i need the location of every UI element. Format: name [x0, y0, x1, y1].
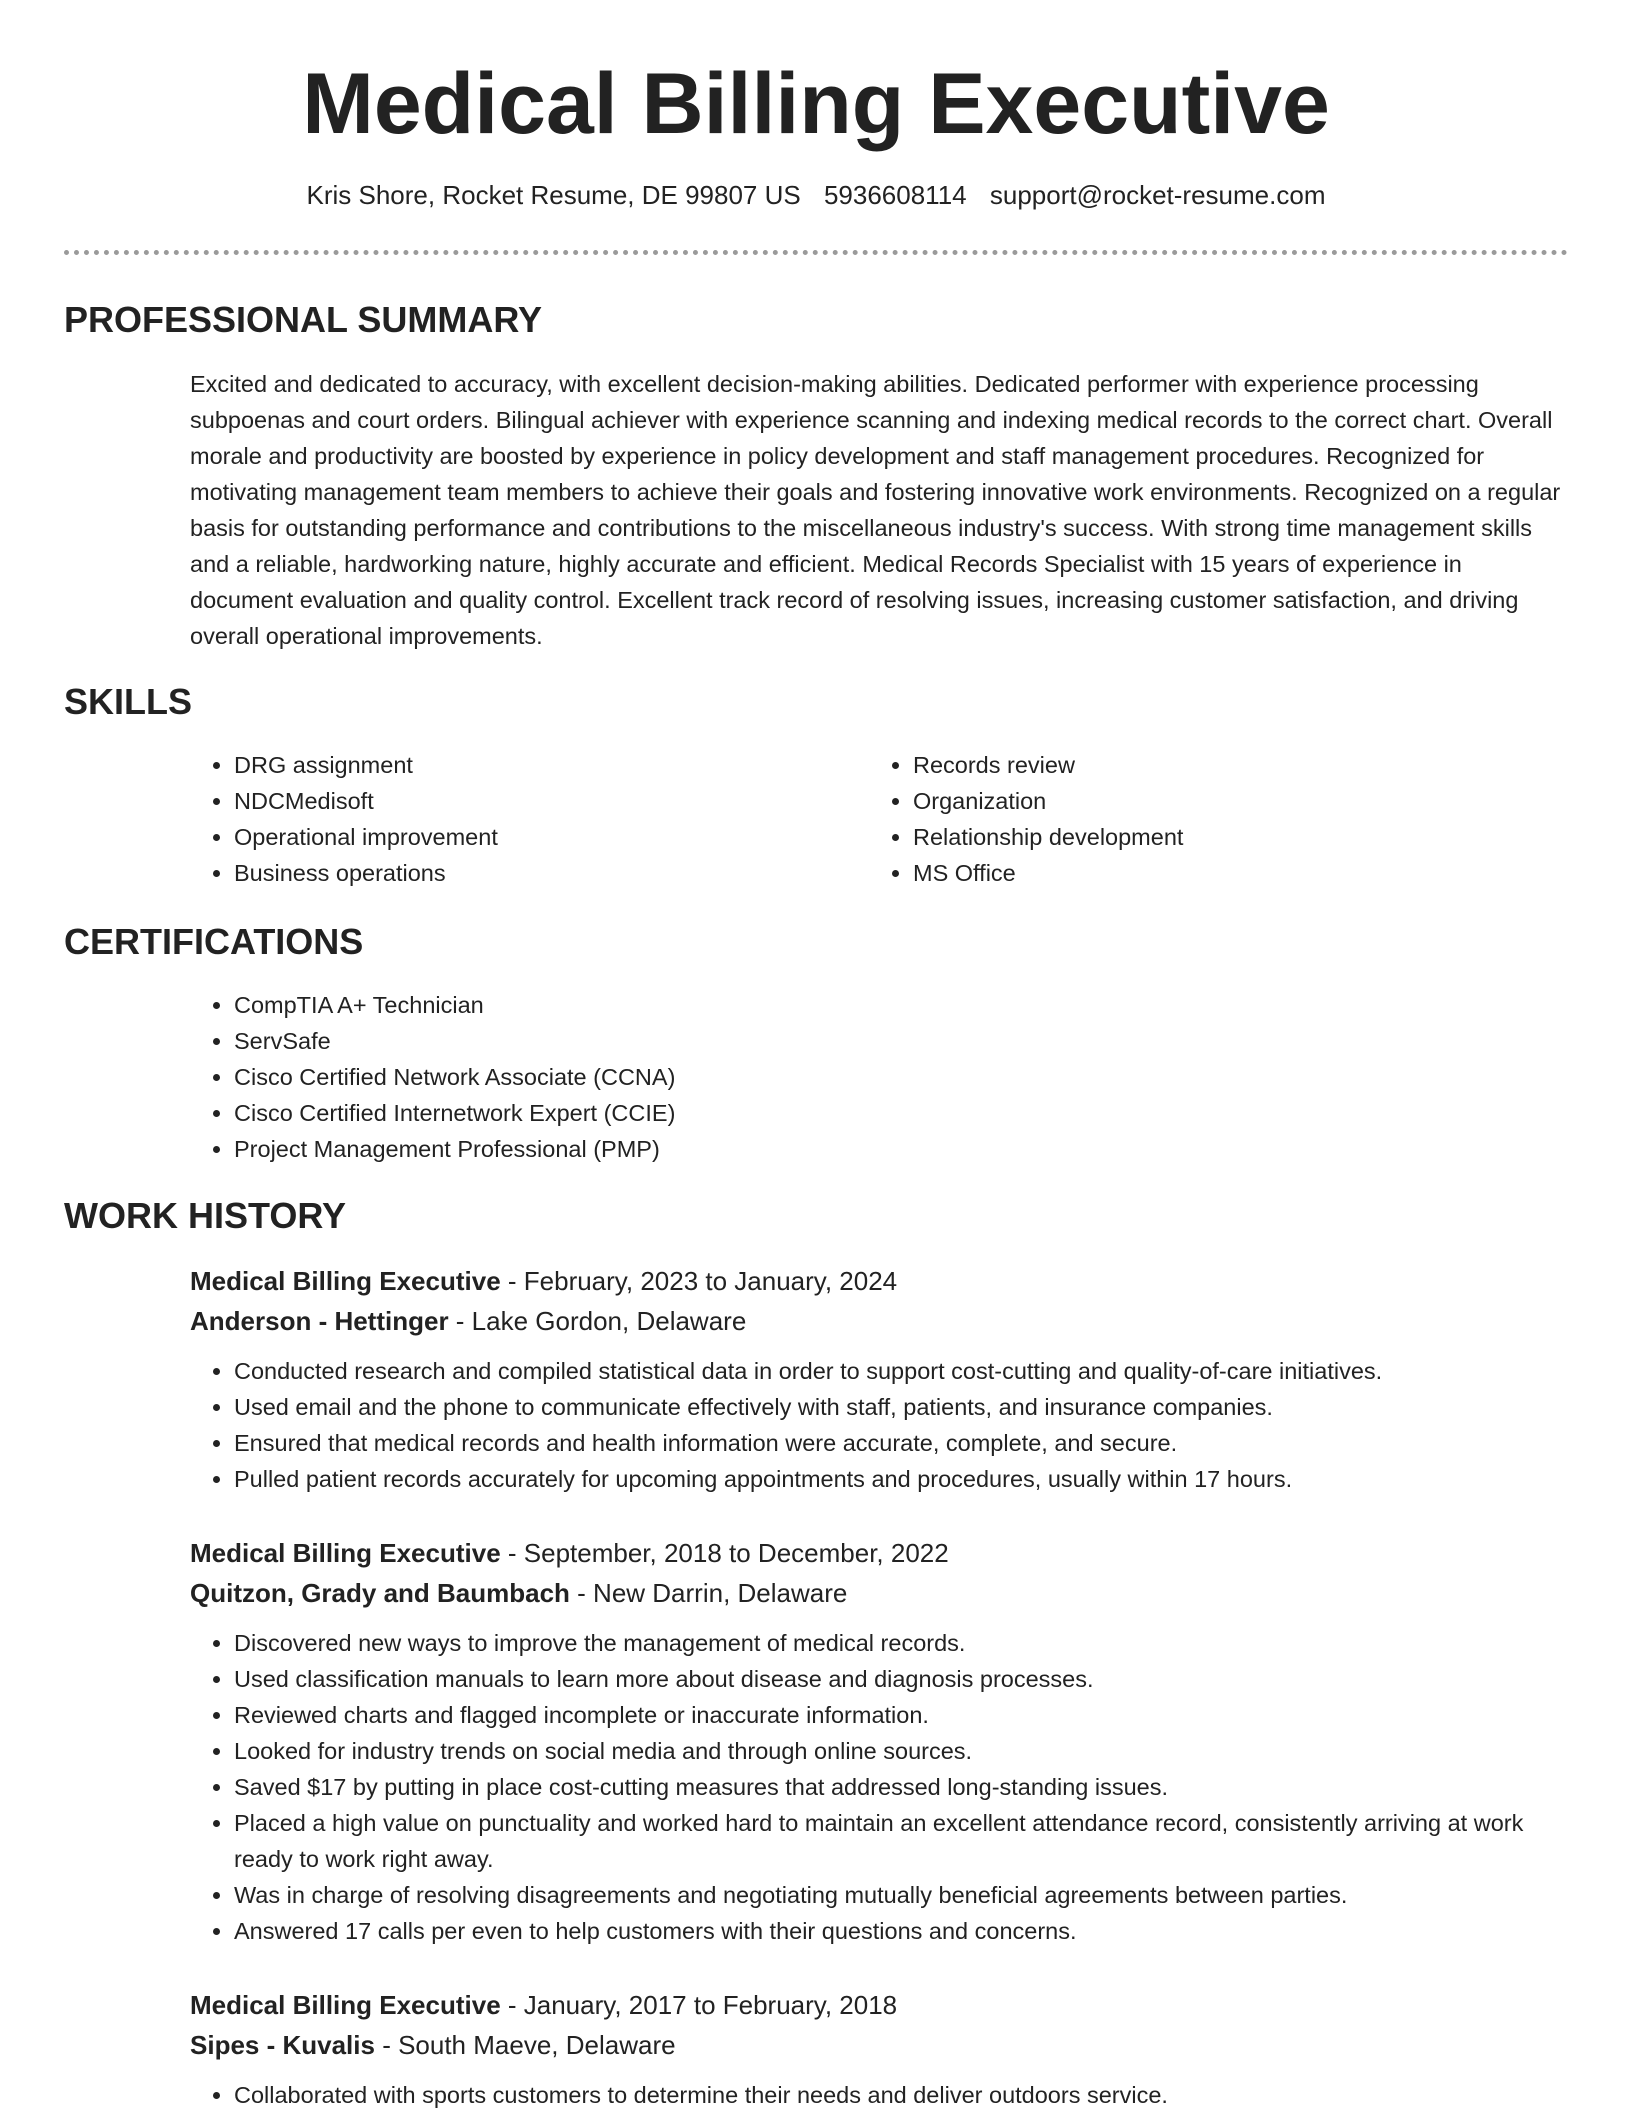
skill-item: • MS Office [913, 855, 1469, 891]
skills-left-column [190, 747, 790, 891]
resume-title: Medical Billing Executive [302, 56, 1330, 152]
company-location: - New Darrin, Delaware [569, 1578, 848, 1608]
job-title-line [190, 1533, 1580, 1573]
job-bullet: • Conducted research and compiled statistical data in order to support cost-cutting and quality-of-care initiatives. [234, 1353, 1580, 1389]
skill-item: • Organization [913, 783, 1469, 819]
certification-item: • ServSafe [234, 1023, 1580, 1059]
skill-item: • NDCMedisoft [234, 783, 790, 819]
certification-item: • Cisco Certified Internetwork Expert (CCIE) [234, 1095, 1580, 1131]
job-bullet: • Saved $17 by putting in place cost-cutting measures that addressed long-standing issues. [234, 1769, 1580, 1805]
job-title: Medical Billing Executive [190, 1990, 501, 2020]
job-title-line [190, 1261, 1580, 1301]
skills-right-column [869, 747, 1469, 891]
job-bullet: • Used email and the phone to communicate effectively with staff, patients, and insurance companies. [234, 1389, 1580, 1425]
job-dates: - February, 2023 to January, 2024 [500, 1266, 898, 1296]
work-history-heading: WORK HISTORY [64, 1195, 347, 1236]
summary-text: Excited and dedicated to accuracy, with excellent decision-making abilities. Dedicated performer with experience processing subpoenas and court orders. Bilingual achiever with experience scanning and indexing medical records to the correct chart. Overall morale and productivity are boosted by experience in policy development and staff management procedures. Recognized for motivating management team members to achieve their goals and fostering innovative work environments. Recognized on a regular basis for outstanding performance and contributions to the miscellaneous industry's success. With strong time management skills and a reliable, hardworking nature, highly accurate and efficient. Medical Records Specialist with 15 years of experience in document evaluation and quality control. Excellent track record of resolving issues, increasing customer satisfaction, and driving overall operational improvements. [190, 371, 1561, 649]
skills-right-list [869, 747, 1469, 891]
company-line [190, 1301, 1580, 1341]
company-name: Anderson - Hettinger [190, 1306, 449, 1336]
contact-address: Kris Shore, Rocket Resume, DE 99807 US [306, 180, 801, 210]
job-bullet: • Used classification manuals to learn more about disease and diagnosis processes. [234, 1661, 1580, 1697]
summary-heading: PROFESSIONAL SUMMARY [64, 299, 543, 340]
skill-item: • Business operations [234, 855, 790, 891]
skill-item: • Records review [913, 747, 1469, 783]
skills-heading: SKILLS [64, 681, 193, 722]
job-entry [190, 1533, 1580, 1949]
job-bullets [190, 1625, 1580, 1949]
contact-email: support@rocket-resume.com [989, 180, 1326, 210]
job-entry [190, 1261, 1580, 1497]
certifications-list [190, 987, 1580, 1167]
company-line [190, 1573, 1580, 1613]
certifications-block [190, 987, 1580, 1167]
job-bullet: • Looked for industry trends on social media and through online sources. [234, 1733, 1580, 1769]
job-dates: - January, 2017 to February, 2018 [500, 1990, 898, 2020]
job-bullet: • Reviewed charts and flagged incomplete or inaccurate information. [234, 1697, 1580, 1733]
job-bullet: • Placed a high value on punctuality and worked hard to maintain an excellent attendance record, consistently arriving at work ready to work right away. [234, 1805, 1580, 1877]
contact-line [0, 180, 1632, 211]
job-entry [190, 1985, 1580, 2113]
job-bullets [190, 1353, 1580, 1497]
skill-item: • Operational improvement [234, 819, 790, 855]
job-title-line [190, 1985, 1580, 2025]
job-dates: - September, 2018 to December, 2022 [500, 1538, 949, 1568]
company-name: Sipes - Kuvalis [190, 2030, 375, 2060]
job-bullet: • Discovered new ways to improve the management of medical records. [234, 1625, 1580, 1661]
job-bullet: • Collaborated with sports customers to determine their needs and deliver outdoors service. [234, 2077, 1580, 2113]
contact-phone: 5936608114 [823, 180, 967, 210]
certification-item: • Cisco Certified Network Associate (CCNA) [234, 1059, 1580, 1095]
job-bullet: • Pulled patient records accurately for upcoming appointments and procedures, usually within 17 hours. [234, 1461, 1580, 1497]
job-bullet: • Answered 17 calls per even to help customers with their questions and concerns. [234, 1913, 1580, 1949]
company-line [190, 2025, 1580, 2065]
skills-left-list [190, 747, 790, 891]
skill-item: • Relationship development [913, 819, 1469, 855]
company-name: Quitzon, Grady and Baumbach [190, 1578, 570, 1608]
company-location: - Lake Gordon, Delaware [448, 1306, 747, 1336]
job-title: Medical Billing Executive [190, 1266, 501, 1296]
certifications-heading: CERTIFICATIONS [64, 921, 364, 962]
job-bullets [190, 2077, 1580, 2113]
header-divider [64, 250, 1568, 255]
company-location: - South Maeve, Delaware [374, 2030, 676, 2060]
job-bullet: • Ensured that medical records and health information were accurate, complete, and secure. [234, 1425, 1580, 1461]
skill-item: • DRG assignment [234, 747, 790, 783]
certification-item: • CompTIA A+ Technician [234, 987, 1580, 1023]
job-title: Medical Billing Executive [190, 1538, 501, 1568]
job-bullet: • Was in charge of resolving disagreements and negotiating mutually beneficial agreements between parties. [234, 1877, 1580, 1913]
certification-item: • Project Management Professional (PMP) [234, 1131, 1580, 1167]
